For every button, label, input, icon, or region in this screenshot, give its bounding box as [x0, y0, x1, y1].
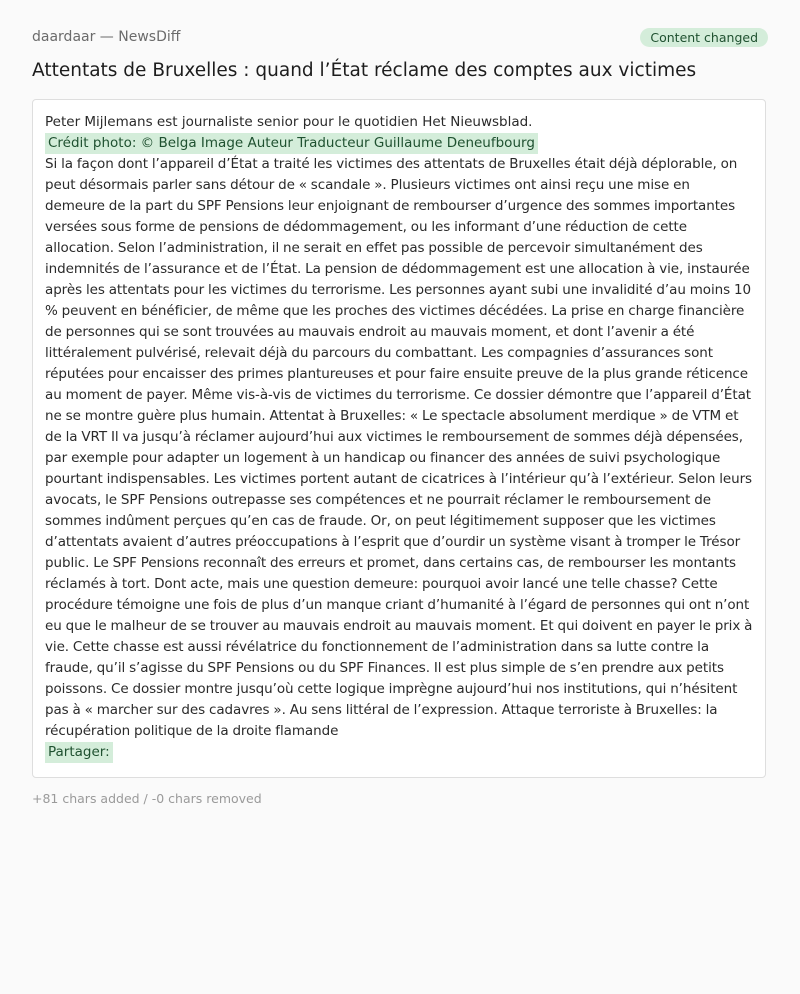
- diff-content-box: [32, 99, 766, 778]
- diff-stats: +81 chars added / -0 chars removed: [32, 791, 262, 806]
- content-changed-badge: Content changed: [640, 28, 768, 47]
- article-byline: Peter Mijlemans est journaliste senior pour le quotidien Het Nieuwsblad.: [45, 114, 533, 130]
- photo-credit-added-text: Crédit photo: © Belga Image Auteur Traducteur Guillaume Deneufbourg: [45, 133, 538, 154]
- share-label-added-text: Partager:: [45, 742, 113, 763]
- article-body: Si la façon dont l’appareil d’État a traité les victimes des attentats de Bruxelles était déjà déplorable, on peut désormais parler sans détour de « scandale ». Plusieurs victimes ont ainsi reçu une mise en demeure de la part du SPF Pensions leur enjoignant de rembourser d’urgence des sommes importantes versées sous forme de pensions de dédommagement, ou les informant d’une réduction de cette allocation. Selon l’administration, il ne serait en effet pas possible de percevoir simultanément des indemnités de l’assurance et de l’État. La pension de dédommagement est une allocation à vie, instaurée après les attentats pour les victimes du terrorisme. Les personnes ayant subi une invalidité d’au moins 10 % peuvent en bénéficier, de même que les proches des victimes décédées. La prise en charge financière de personnes qui se sont trouvées au mauvais endroit au mauvais moment, et dont l’avenir a été littéralement pulvérisé, relevait déjà du parcours du combattant. Les compagnies d’assurances sont réputées pour encaisser des primes plantureuses et pour faire ensuite preuve de la plus grande réticence au moment de payer. Même vis-à-vis de victimes du terrorisme. Ce dossier démontre que l’appareil d’État ne se montre guère plus humain. Attentat à Bruxelles: « Le spectacle absolument merdique » de VTM et de la VRT Il va jusqu’à réclamer aujourd’hui aux victimes le remboursement de sommes déjà dépensées, par exemple pour adapter un logement à un handicap ou financer des années de suivi psychologique pourtant indispensables. Les victimes portent autant de cicatrices à l’intérieur qu’à l’extérieur. Selon leurs avocats, le SPF Pensions outrepasse ses compétences et ne pourrait réclamer le remboursement de sommes indûment perçues qu’en cas de fraude. Or, on peut légitimement supposer que les victimes d’attentats avaient d’autres préoccupations à l’esprit que d’ourdir un système visant à tromper le Trésor public. Le SPF Pensions reconnaît des erreurs et promet, dans certains cas, de rembourser les montants réclamés à tort. Dont acte, mais une question demeure: pourquoi avoir lancé une telle chasse? Cette procédure témoigne une fois de plus d’un manque criant d’humanité à l’égard de personnes qui ont n’ont eu que le malheur de se trouver au mauvais endroit au mauvais moment. Et qui doivent en payer le prix à vie. Cette chasse est aussi révélatrice du fonctionnement de l’administration dans sa lutte contre la fraude, qu’il s’agisse du SPF Pensions ou du SPF Finances. Il est plus simple de s’en prendre aux petits poissons. Ce dossier montre jusqu’où cette logique imprègne aujourd’hui nos institutions, qui n’hésitent pas à « marcher sur des cadavres ». Au sens littéral de l’expression. Attaque terroriste à Bruxelles: la récupération politique de la droite flamande: [45, 156, 753, 739]
- article-title: Attentats de Bruxelles : quand l’État réclame des comptes aux victimes: [32, 60, 697, 81]
- added-line-share: [45, 742, 753, 763]
- header: [32, 28, 768, 50]
- site-name: daardaar — NewsDiff: [32, 29, 181, 45]
- added-line-photo-credit: [45, 133, 753, 154]
